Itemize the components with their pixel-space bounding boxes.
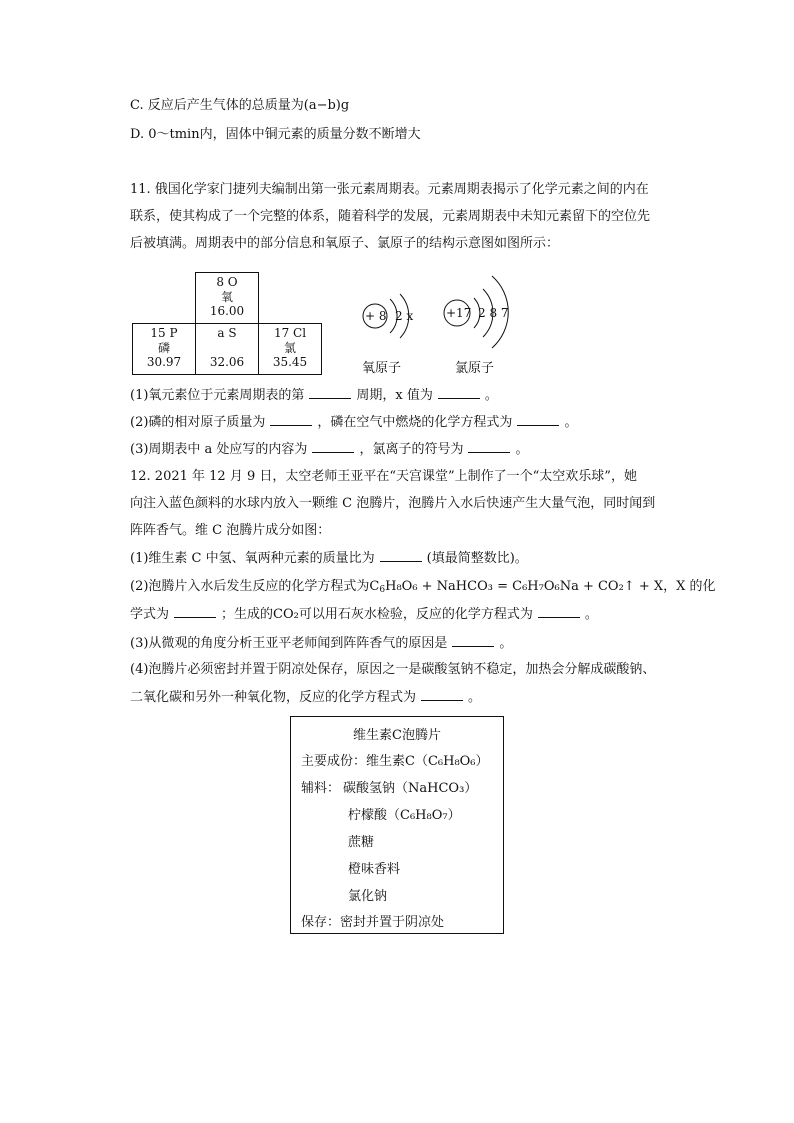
q11-s2-text-a: (2)磷的相对原子质量为 [130,415,266,430]
answer-blank[interactable] [517,414,559,426]
vc-box-aux-item: 碳酸氢钠（NaHCO₃） [343,781,478,796]
chlorine-nucleus-charge: +17 [446,306,472,320]
pt-phosphorus-mass: 30.97 [146,355,182,369]
pt-chlorine-mass: 35.45 [272,355,308,369]
vc-box-title: 维生素C泡腾片 [353,728,441,743]
oxygen-shell-electrons: 2 x [395,309,414,323]
q12-s4-text-b: 。 [468,690,482,705]
oxygen-atom-label: 氧原子 [362,361,402,376]
q11-subquestion-2 [130,414,577,431]
q12-s2-text-a: 学式为 [130,607,170,622]
q11-s3-text-b: ，氯离子的符号为 [359,442,464,457]
q12-line-2: 向注入蓝色颜料的水球内放入一颗维 C 泡腾片，泡腾片入水后快速产生大量气泡，同时闻到 [130,496,656,511]
answer-blank[interactable] [468,441,510,453]
pt-phosphorus-header: 15 P [150,326,178,340]
q11-s2-text-b: ，磷在空气中燃烧的化学方程式为 [317,415,513,430]
q12-subquestion-4-line-2 [130,689,481,706]
q12-subquestion-2-line-2 [130,606,598,623]
pt-cell-oxygen [195,272,259,324]
q11-s3-text-a: (3)周期表中 a 处应写的内容为 [130,442,308,457]
q11-line-2: 联系，使其构成了一个完整的体系，随着科学的发展，元素周期表中未知元素留下的空位先 [130,209,651,224]
pt-sulfur-name [196,341,258,356]
answer-blank[interactable] [270,414,312,426]
oxygen-nucleus-charge: + 8 [365,309,387,323]
q12-line-3: 阵阵香气。维 C 泡腾片成分如图： [130,523,331,538]
q12-s3-text-a: (3)从微观的角度分析王亚平老师闻到阵阵香气的原因是 [130,636,448,651]
answer-blank[interactable] [438,387,480,399]
vitamin-c-info-box [290,716,504,934]
vc-box-aux-item: 柠檬酸（C₆H₈O₇） [348,808,461,823]
answer-blank[interactable] [380,550,422,562]
q12-s2-prefix: (2)泡腾片入水后发生反应的化学方程式为C [130,579,380,594]
pt-cell-phosphorus [132,323,196,375]
q12-s2-equation: H₈O₆ + NaHCO₃ = C₆H₇O₆Na + CO₂↑ + X，X 的化 [385,579,716,594]
pt-cell-sulfur [195,323,259,375]
q11-s1-text-b: 周期，x 值为 [356,388,433,403]
vc-box-aux-item: 氯化钠 [348,889,388,904]
pt-oxygen-name: 氧 [220,289,233,304]
answer-blank[interactable] [309,387,351,399]
q12-subquestion-2-line-1 [130,579,716,595]
pt-sulfur-header: a S [217,326,237,340]
q11-s3-text-c: 。 [515,442,529,457]
q12-s2-text-c: 。 [584,607,598,622]
option-d: D. 0～tmin内，固体中铜元素的质量分数不断增大 [130,127,421,142]
answer-blank[interactable] [174,606,216,618]
pt-chlorine-header: 17 Cl [273,326,307,340]
option-c: C. 反应后产生气体的总质量为(a−b)g [130,98,350,113]
vc-box-aux-item: 橙味香料 [348,862,401,877]
pt-chlorine-name: 氯 [283,340,296,355]
q11-subquestion-3 [130,441,528,458]
answer-blank[interactable] [538,606,580,618]
q11-s1-text-c: 。 [484,388,498,403]
vc-box-aux-label: 辅料： [301,781,341,796]
q11-line-3: 后被填满。周期表中的部分信息和氧原子、氯原子的结构示意图如图所示： [130,236,560,251]
q12-subquestion-4-line-1: (4)泡腾片必须密封并置于阴凉处保存，原因之一是碳酸氢钠不稳定，加热会分解成碳酸钠、 [130,662,656,677]
chlorine-atom-label: 氯原子 [455,361,495,376]
q12-s1-text-a: (1)维生素 C 中氢、氧两种元素的质量比为 [130,551,375,566]
q12-s3-text-b: 。 [499,636,513,651]
answer-blank[interactable] [312,441,354,453]
pt-phosphorus-name: 磷 [157,340,170,355]
answer-blank[interactable] [421,689,463,701]
answer-blank[interactable] [452,635,494,647]
vc-box-storage: 保存：密封并置于阴凉处 [301,915,445,930]
vc-box-main-ingredient: 主要成份：维生素C（C₆H₈O₆） [301,754,489,769]
pt-oxygen-header: 8 O [216,275,238,289]
q11-line-1: 11. 俄国化学家门捷列夫编制出第一张元素周期表。元素周期表揭示了化学元素之间的内在 [130,182,649,197]
q11-subquestion-1 [130,387,498,404]
q12-s4-text-a: 二氧化碳和另外一种氧化物，反应的化学方程式为 [130,690,417,705]
pt-sulfur-mass: 32.06 [209,355,245,369]
subscript-6: 6 [379,585,386,595]
q12-line-1: 12. 2021 年 12 月 9 日，太空老师王亚平在“天宫课堂”上制作了一个“太空欢乐球”，她 [130,469,637,484]
vc-box-aux-item: 蔗糖 [348,835,375,850]
q12-s1-text-b: (填最简整数比)。 [426,551,528,566]
q11-s2-text-c: 。 [564,415,578,430]
q11-s1-text-a: (1)氧元素位于元素周期表的第 [130,388,305,403]
q12-s2-text-b: ；生成的CO₂可以用石灰水检验，反应的化学方程式为 [221,607,533,622]
q12-subquestion-1 [130,550,528,567]
chlorine-shell-electrons: 2 8 7 [478,306,509,320]
q12-subquestion-3 [130,635,512,652]
pt-oxygen-mass: 16.00 [209,304,245,318]
pt-cell-chlorine [258,323,322,375]
